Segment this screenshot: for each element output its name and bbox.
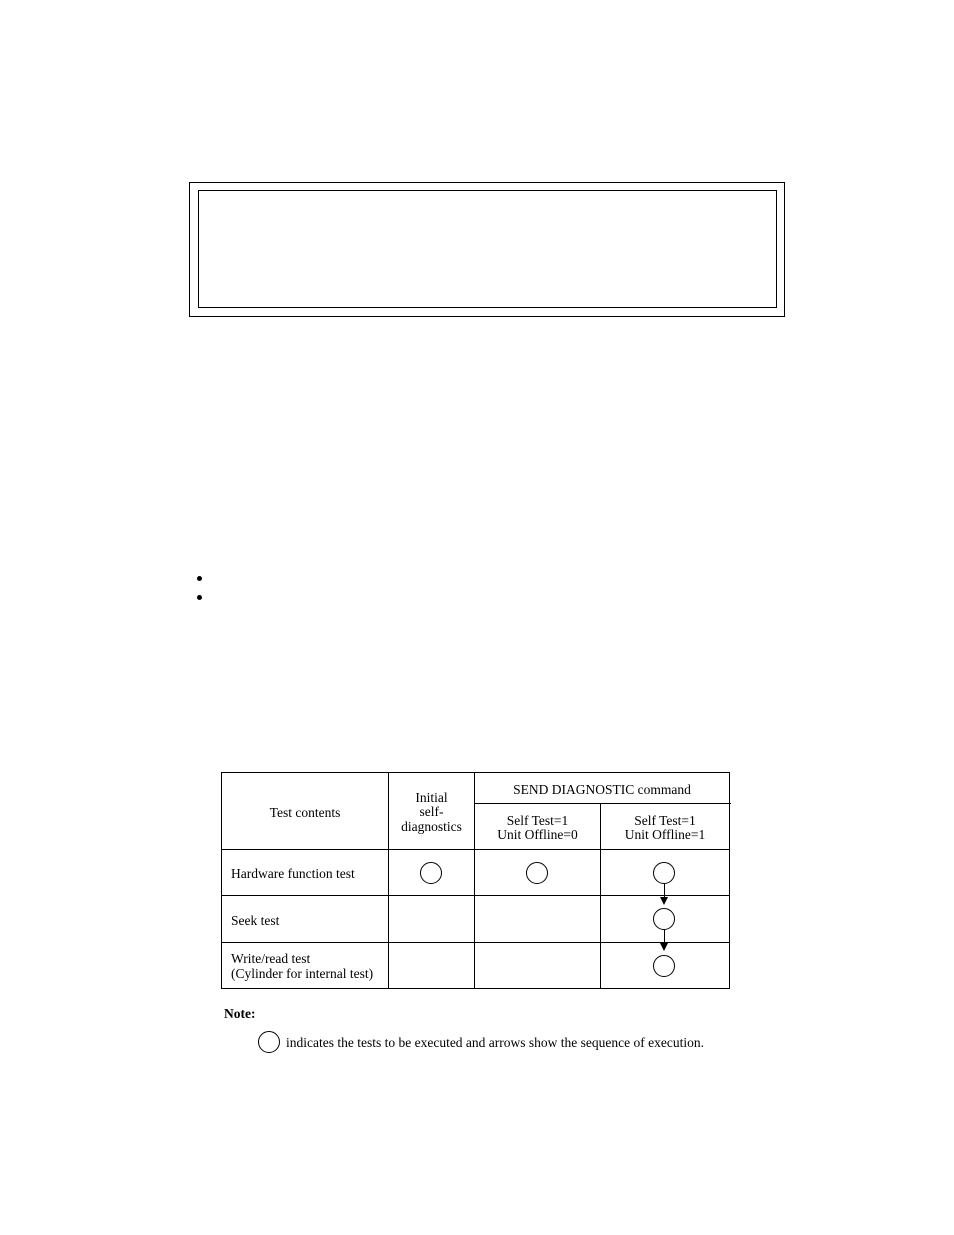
row-label-seek: Seek test <box>231 913 280 928</box>
framed-box-inner <box>198 190 777 308</box>
table-divider <box>474 773 475 988</box>
arrow-down-icon <box>660 943 668 951</box>
header-col2-line1: Self Test=1 <box>506 813 569 828</box>
circle-icon <box>653 862 675 884</box>
circle-icon <box>420 862 442 884</box>
circle-icon <box>653 955 675 977</box>
diagnostics-table <box>221 772 730 989</box>
arrow-down-icon <box>660 897 668 905</box>
table-divider <box>222 849 729 850</box>
header-col3-line1: Self Test=1 <box>634 813 696 828</box>
header-initial-line2: self- <box>419 804 444 819</box>
row-label-writeread-line1: Write/read test <box>231 951 311 966</box>
framed-box <box>189 182 785 317</box>
note-text: indicates the tests to be executed and arrows show the sequence of execution. <box>286 1035 704 1050</box>
bullet-icon <box>197 576 202 581</box>
header-initial-line3: diagnostics <box>401 819 462 834</box>
arrow-shaft <box>664 884 665 898</box>
header-test-contents: Test contents <box>269 805 341 820</box>
circle-icon <box>653 908 675 930</box>
table-divider <box>474 803 731 804</box>
arrow-shaft <box>664 930 665 944</box>
table-divider <box>222 895 729 896</box>
circle-icon <box>526 862 548 884</box>
header-send-diagnostic: SEND DIAGNOSTIC command <box>513 782 691 797</box>
row-label-writeread-line2: (Cylinder for internal test) <box>231 966 374 981</box>
header-col2-line2: Unit Offline=0 <box>497 827 578 842</box>
row-label-hardware: Hardware function test <box>231 866 355 881</box>
header-initial-line1: Initial <box>415 790 448 805</box>
circle-icon <box>258 1031 280 1053</box>
table-divider <box>222 942 729 943</box>
note-label: Note: <box>224 1006 256 1021</box>
bullet-icon <box>197 595 202 600</box>
header-col3-line2: Unit Offline=1 <box>624 827 706 842</box>
